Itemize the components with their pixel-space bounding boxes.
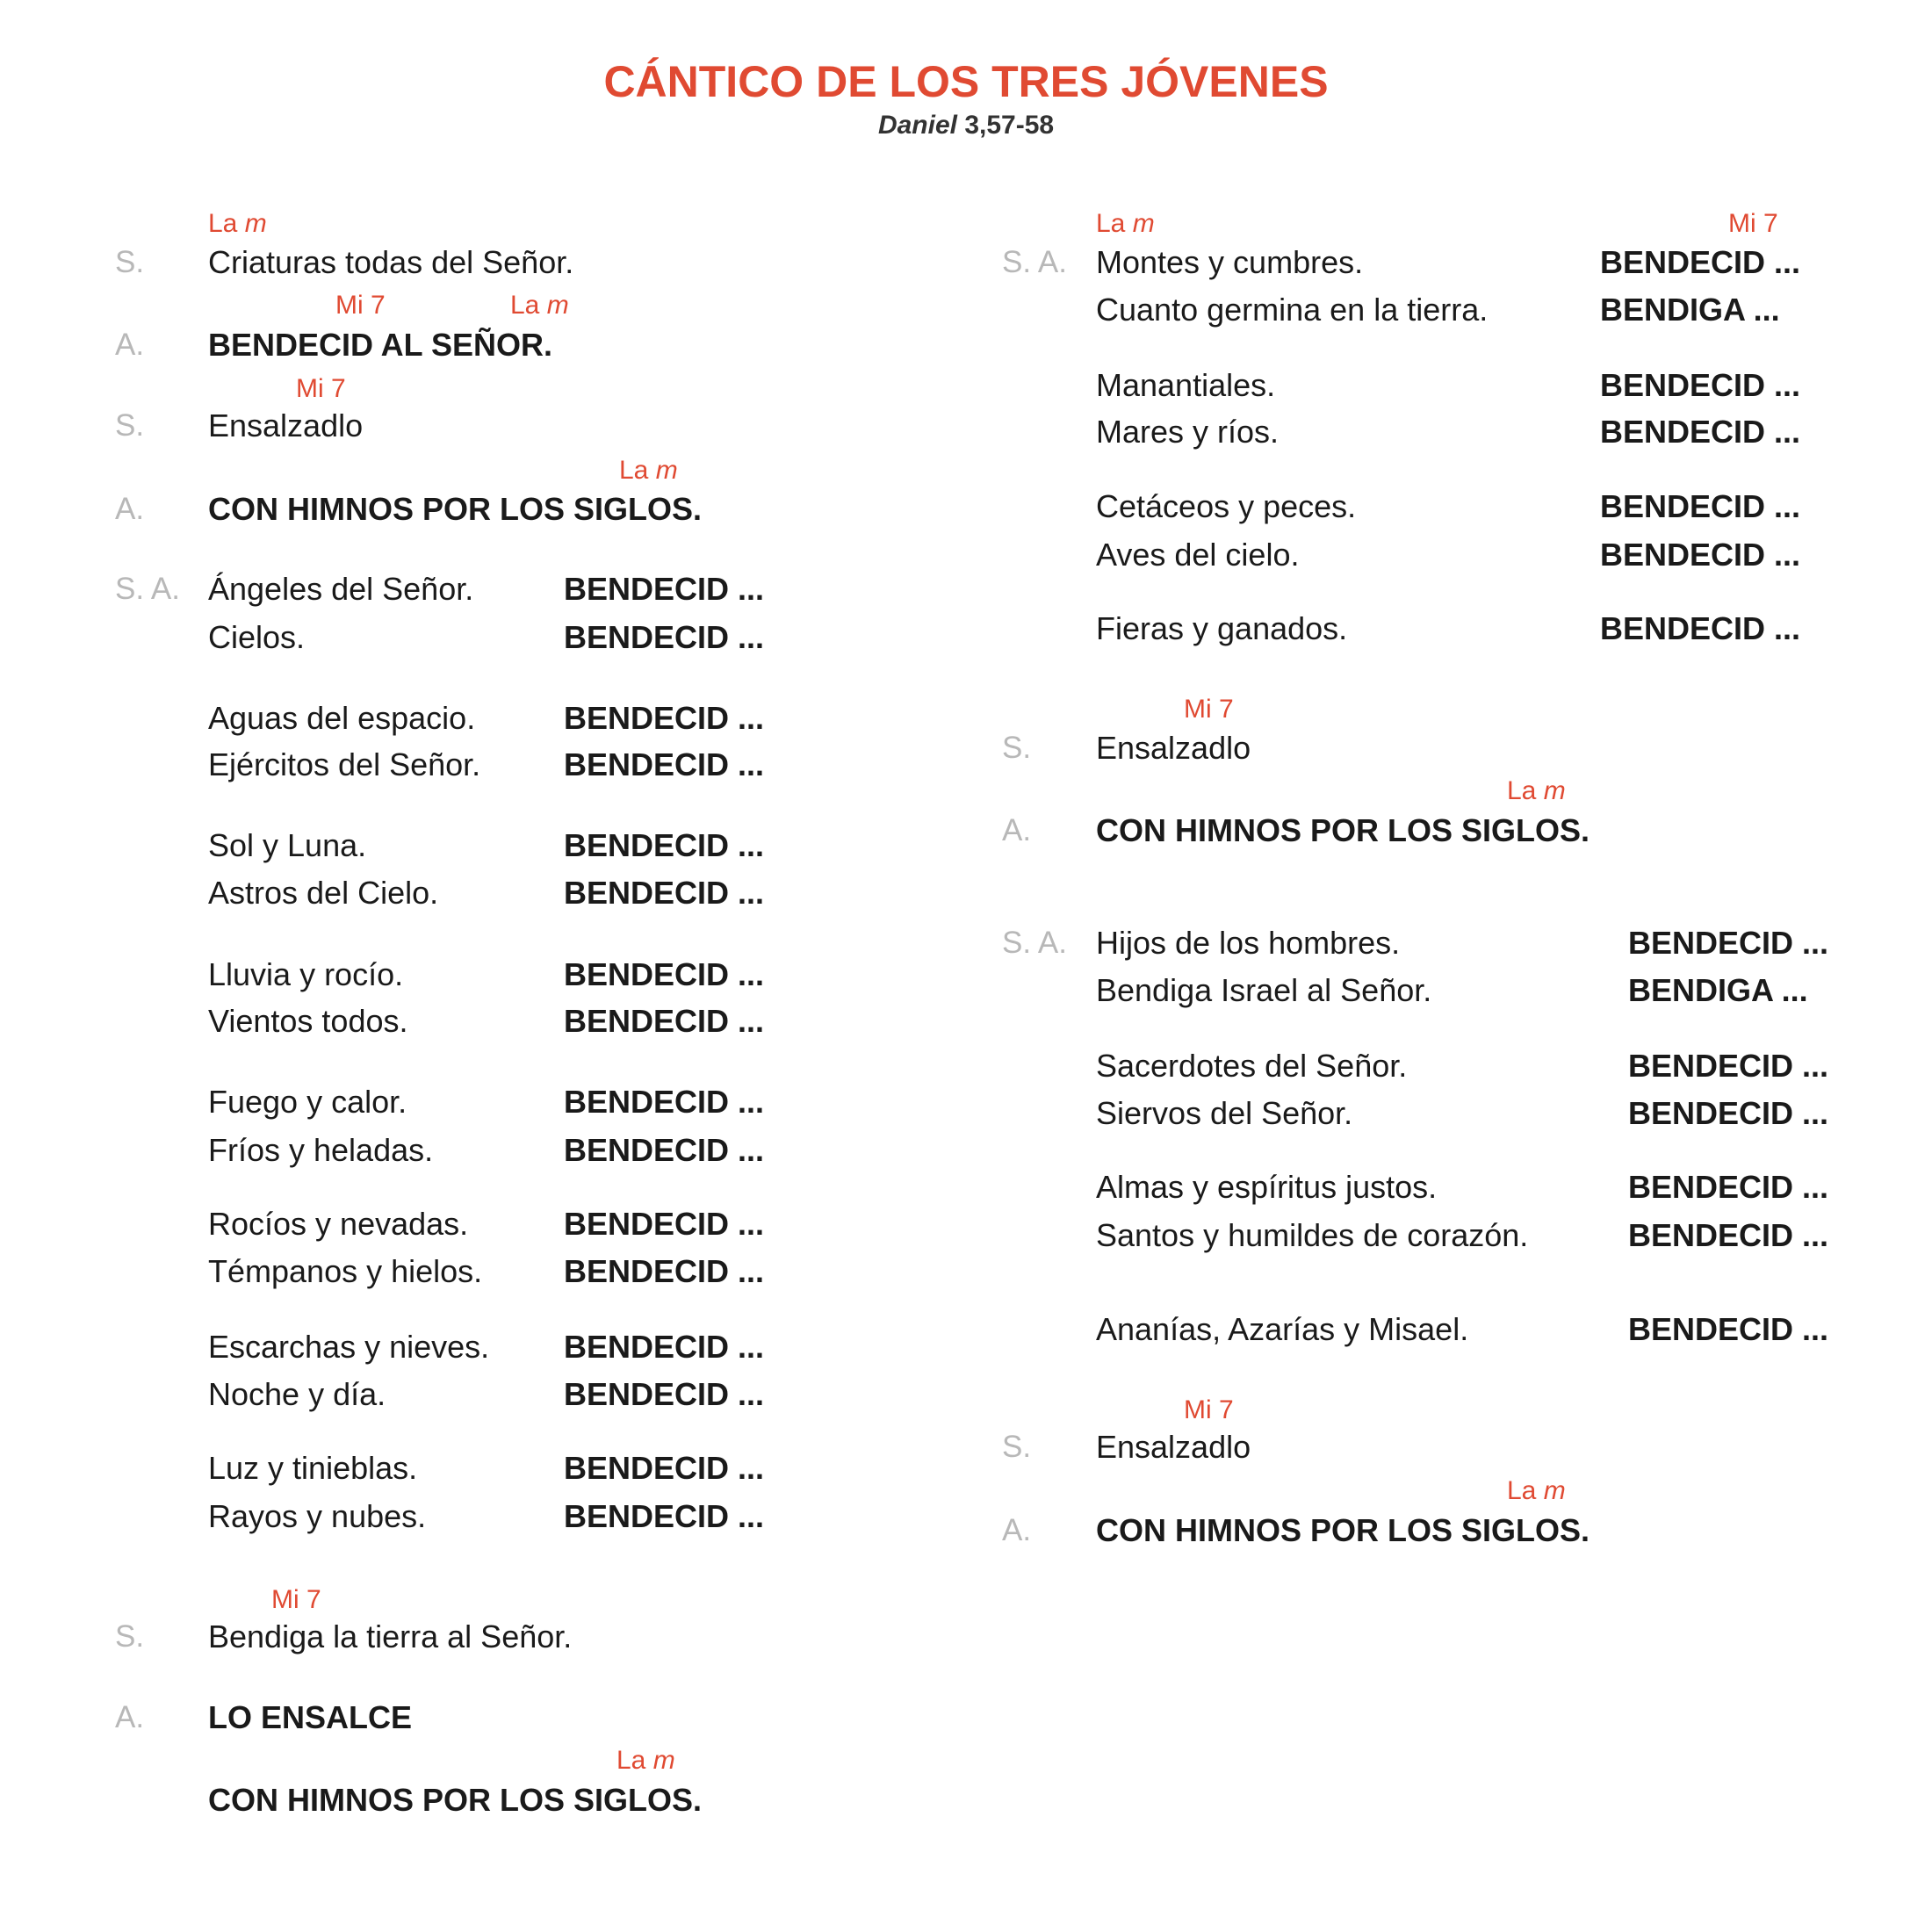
- verse-line: Cetáceos y peces.: [1096, 488, 1357, 524]
- chord-quality: m: [244, 209, 267, 238]
- response-text: BENDECID ...: [1600, 244, 1801, 280]
- chord-root: La: [1507, 776, 1537, 805]
- verse-line: Ensalzadlo: [208, 407, 364, 443]
- response-text: BENDECID ...: [564, 1253, 765, 1289]
- chord-quality: 7: [306, 1585, 321, 1614]
- chord-root: Mi: [1728, 209, 1756, 238]
- response-line: CON HIMNOS POR LOS SIGLOS.: [1096, 1512, 1590, 1548]
- response-text: BENDECID ...: [1600, 537, 1801, 573]
- response-line: CON HIMNOS POR LOS SIGLOS.: [208, 491, 703, 527]
- response-text: BENDECID ...: [1628, 1048, 1829, 1084]
- response-text: BENDECID ...: [564, 1132, 765, 1168]
- verse-line: Rocíos y nevadas.: [208, 1206, 469, 1242]
- chord-root: La: [510, 291, 540, 320]
- response-text: BENDECID ...: [564, 827, 765, 863]
- verse-line: Ejércitos del Señor.: [208, 746, 481, 782]
- chord-quality: 7: [1219, 1395, 1234, 1424]
- response-text: BENDECID ...: [564, 875, 765, 911]
- chord-quality: 7: [1219, 695, 1234, 724]
- speaker-label: S.: [1002, 731, 1032, 765]
- verse-line: Lluvia y rocío.: [208, 956, 404, 992]
- chord-root: La: [616, 1746, 646, 1775]
- chord-quality: m: [655, 456, 678, 485]
- verse-line: Noche y día.: [208, 1376, 386, 1412]
- response-text: BENDECID ...: [1600, 488, 1801, 524]
- response-text: BENDIGA ...: [1600, 292, 1780, 328]
- song-title: CÁNTICO DE LOS TRES JÓVENES: [603, 57, 1329, 106]
- verse-range: 3,57-58: [964, 111, 1055, 140]
- chord-label: [208, 211, 267, 237]
- response-line: CON HIMNOS POR LOS SIGLOS.: [208, 1782, 703, 1818]
- response-text: BENDECID ...: [564, 1206, 765, 1242]
- chord-root: Mi: [271, 1585, 299, 1614]
- verse-line: Manantiales.: [1096, 367, 1276, 403]
- chord-quality: m: [1543, 776, 1566, 805]
- response-text: BENDECID ...: [564, 746, 765, 782]
- chord-quality: 7: [1763, 209, 1778, 238]
- chord-root: Mi: [1184, 1395, 1212, 1424]
- chord-root: La: [1507, 1476, 1537, 1505]
- verse-line: Rayos y nubes.: [208, 1498, 427, 1534]
- verse-line: Hijos de los hombres.: [1096, 925, 1401, 961]
- verse-line: Aves del cielo.: [1096, 537, 1300, 573]
- verse-line: Vientos todos.: [208, 1003, 408, 1039]
- chord-quality: m: [1132, 209, 1155, 238]
- chord-label: [619, 458, 678, 484]
- speaker-label: A.: [115, 492, 145, 526]
- chord-root: La: [208, 209, 238, 238]
- speaker-label: A.: [115, 1700, 145, 1734]
- response-text: BENDECID ...: [564, 1329, 765, 1365]
- verse-line: Escarchas y nieves.: [208, 1329, 490, 1365]
- verse-line: Aguas del espacio.: [208, 700, 476, 736]
- verse-line: Cielos.: [208, 619, 306, 655]
- verse-line: Ensalzadlo: [1096, 1429, 1251, 1465]
- verse-line: Siervos del Señor.: [1096, 1095, 1353, 1131]
- response-text: BENDECID ...: [564, 1498, 765, 1534]
- response-text: BENDECID ...: [1600, 610, 1801, 646]
- verse-line: Ananías, Azarías y Misael.: [1096, 1311, 1469, 1347]
- response-text: BENDECID ...: [564, 571, 765, 607]
- chord-root: La: [619, 456, 649, 485]
- chord-quality: m: [1543, 1476, 1566, 1505]
- speaker-label: A.: [1002, 1513, 1032, 1547]
- response-text: BENDIGA ...: [1628, 972, 1808, 1008]
- speaker-label: S.: [115, 1619, 145, 1654]
- chord-label: [335, 292, 386, 319]
- response-line: BENDECID AL SEÑOR.: [208, 327, 553, 363]
- verse-line: Montes y cumbres.: [1096, 244, 1364, 280]
- response-text: BENDECID ...: [1628, 1169, 1829, 1205]
- verse-line: Sol y Luna.: [208, 827, 367, 863]
- response-text: BENDECID ...: [1628, 1095, 1829, 1131]
- verse-line: Santos y humildes de corazón.: [1096, 1217, 1529, 1253]
- scripture-reference: [0, 112, 1932, 139]
- speaker-label: S. A.: [115, 572, 180, 606]
- chord-label: [1728, 211, 1778, 237]
- speaker-label: S. A.: [1002, 926, 1067, 960]
- book-name: Daniel: [877, 111, 957, 140]
- response-text: BENDECID ...: [564, 1084, 765, 1120]
- verse-line: Astros del Cielo.: [208, 875, 439, 911]
- speaker-label: S.: [115, 245, 145, 279]
- response-text: BENDECID ...: [564, 700, 765, 736]
- verse-line: Cuanto germina en la tierra.: [1096, 292, 1489, 328]
- chord-label: [1507, 778, 1566, 804]
- speaker-label: A.: [115, 328, 145, 362]
- verse-line: Almas y espíritus justos.: [1096, 1169, 1438, 1205]
- verse-line: Bendiga Israel al Señor.: [1096, 972, 1432, 1008]
- chord-label: [1096, 211, 1155, 237]
- speaker-label: S.: [1002, 1430, 1032, 1464]
- verse-line: Ángeles del Señor.: [208, 571, 474, 607]
- verse-line: Fríos y heladas.: [208, 1132, 434, 1168]
- chord-label: [1507, 1478, 1566, 1504]
- chord-root: La: [1096, 209, 1126, 238]
- chord-root: Mi: [296, 374, 324, 403]
- verse-line: Sacerdotes del Señor.: [1096, 1048, 1408, 1084]
- verse-line: Luz y tinieblas.: [208, 1450, 418, 1486]
- chord-label: [510, 292, 569, 319]
- response-text: BENDECID ...: [1600, 414, 1801, 450]
- response-text: BENDECID ...: [1600, 367, 1801, 403]
- chord-quality: 7: [331, 374, 346, 403]
- chord-label: [1184, 1397, 1234, 1424]
- response-text: BENDECID ...: [564, 1450, 765, 1486]
- verse-line: Fieras y ganados.: [1096, 610, 1348, 646]
- chord-label: [296, 376, 346, 402]
- speaker-label: S. A.: [1002, 245, 1067, 279]
- response-line: CON HIMNOS POR LOS SIGLOS.: [1096, 812, 1590, 848]
- verse-line: Témpanos y hielos.: [208, 1253, 483, 1289]
- chord-quality: 7: [371, 291, 386, 320]
- speaker-label: S.: [115, 408, 145, 443]
- response-text: BENDECID ...: [564, 1003, 765, 1039]
- verse-line: Fuego y calor.: [208, 1084, 407, 1120]
- chord-root: Mi: [335, 291, 364, 320]
- response-text: BENDECID ...: [564, 1376, 765, 1412]
- response-text: BENDECID ...: [564, 619, 765, 655]
- chord-label: [1184, 696, 1234, 723]
- chord-quality: m: [652, 1746, 675, 1775]
- chord-label: [616, 1748, 675, 1774]
- chord-quality: m: [546, 291, 569, 320]
- chord-label: [271, 1587, 321, 1613]
- response-line: LO ENSALCE: [208, 1699, 413, 1735]
- verse-line: Ensalzadlo: [1096, 730, 1251, 766]
- speaker-label: A.: [1002, 813, 1032, 847]
- response-text: BENDECID ...: [1628, 1217, 1829, 1253]
- response-text: BENDECID ...: [1628, 925, 1829, 961]
- response-text: BENDECID ...: [1628, 1311, 1829, 1347]
- chord-root: Mi: [1184, 695, 1212, 724]
- response-text: BENDECID ...: [564, 956, 765, 992]
- verse-line: Mares y ríos.: [1096, 414, 1280, 450]
- verse-line: Bendiga la tierra al Señor.: [208, 1618, 573, 1654]
- verse-line: Criaturas todas del Señor.: [208, 244, 574, 280]
